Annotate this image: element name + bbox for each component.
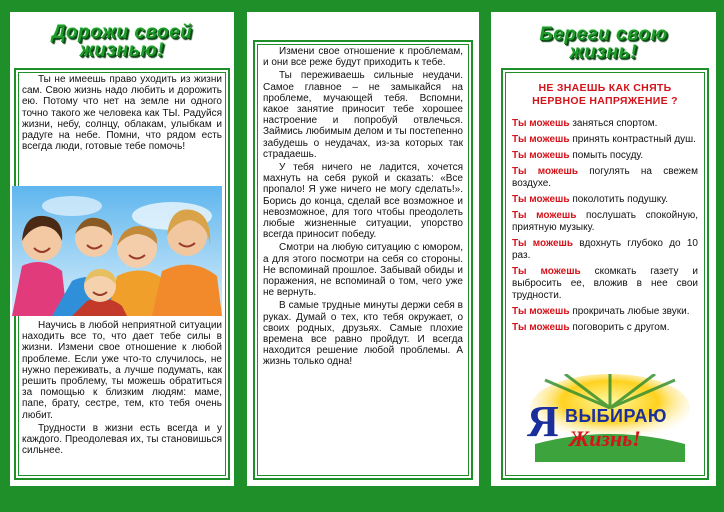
tip-item: Ты можешь заняться спортом. — [512, 118, 658, 129]
logo-word-choose: ВЫБИРАЮ — [565, 406, 667, 426]
intro-paragraph: Ты не имеешь право уходить из жизни сам. Свою жизнь надо любить и дорожить ею. Потому что нет на земле ни одного точно такого же человека как ТЫ. Радуйся жизни, небу, солнцу, облакам, улыбкам и радуге на небе. Помни, что рядом есть всегда люди, готовые тебе помочь! — [22, 74, 222, 153]
tip-item: Ты можешь поговорить с другом. — [512, 322, 670, 333]
tip-item: Ты можешь принять контрастный душ. — [512, 134, 696, 145]
tip-item: Ты можешь погулять на свежем воздухе. — [512, 166, 698, 189]
title-line-2: жизнью! — [79, 40, 165, 61]
tip-item: Ты можешь вдохнуть глубоко до 10 раз. — [512, 238, 698, 261]
children-illustration — [12, 186, 222, 316]
paragraph-persistence: У тебя ничего не ладится, хочется махнуть на себя рукой и сказать: «Все пропало! Я уже ничего не могу сделать!». Борись до конца, сделай все возможное и невозможное, для того чтобы преодолеть любые жизненные ситуации, упорство всегда приносит победу. — [263, 162, 463, 241]
stress-question: НЕ ЗНАЕШЬ КАК СНЯТЬ НЕРВНОЕ НАПРЯЖЕНИЕ ? — [532, 82, 678, 107]
panel-middle — [247, 12, 479, 486]
difficulties-paragraph: Трудности в жизни есть всегда и у каждого. Преодолевая их, ты становишься сильнее. — [22, 422, 222, 457]
title-line-1: Береги свою — [539, 24, 668, 45]
advice-paragraph: Научись в любой неприятной ситуации находить все то, что дает тебе силы в жизни. Измени свое отношение к любой проблеме. Если уже что-то случилось, не нужно переживать, а лучше подумать, как решить проблему, ты можешь обратиться за помощью к близким людям: маме, папе, брату, сестре, тем, кто тебя очень любит. — [22, 320, 222, 421]
panel-right — [491, 12, 716, 486]
logo-letter-ya: Я — [527, 397, 559, 446]
paragraph-failures: Ты переживаешь сильные неудачи. Самое главное – не замыкайся на проблеме, мучающей тебя. Вспомни, какое занятие приносит тебе хорошее настроение и попробуй отвлечься. Займись любимым делом и ты постепенно забудешь о неудачах, из-за которых так страдаешь. — [263, 70, 463, 160]
tip-item: Ты можешь скомкать газету и выбросить ее, вложив в нее свои трудности. — [512, 266, 699, 301]
panel-left — [10, 12, 234, 486]
panel-right-title — [491, 26, 716, 62]
logo-word-life: Жизнь! — [569, 426, 641, 451]
intro-text — [22, 74, 222, 154]
paragraph-hard-times: В самые трудные минуты держи себя в руках. Думай о тех, кто тебя окружает, о своих родных, друзьях. Самые плохие времена все равно пройдут. И всегда находится решение любой проблемы. А жизнь только одна! — [263, 300, 463, 368]
stress-tips-list — [512, 118, 698, 338]
tip-item: Ты можешь помыть посуду. — [512, 150, 644, 161]
title-line-1: Дорожи своей — [51, 22, 193, 43]
advice-text — [22, 320, 222, 458]
paragraph-attitude: Измени свое отношение к проблемам, и они все реже будут приходить к тебе. — [263, 46, 463, 69]
paragraph-humor: Смотри на любую ситуацию с юмором, а для этого посмотри на себя со стороны. Не вспоминай прошлое. Забывай обиды и поражения, не вспоминай о том, чего уже не вернуть. — [263, 242, 463, 299]
choose-life-logo — [525, 374, 695, 462]
title-line-2: жизнь! — [569, 42, 638, 63]
tip-item: Ты можешь послушать спокойную, приятную музыку. — [512, 210, 699, 233]
children-photo — [12, 186, 222, 316]
tip-item: Ты можешь поколотить подушку. — [512, 194, 669, 205]
tip-item: Ты можешь прокричать любые звуки. — [512, 306, 690, 317]
middle-text — [263, 46, 463, 370]
panel-left-title — [10, 24, 234, 60]
